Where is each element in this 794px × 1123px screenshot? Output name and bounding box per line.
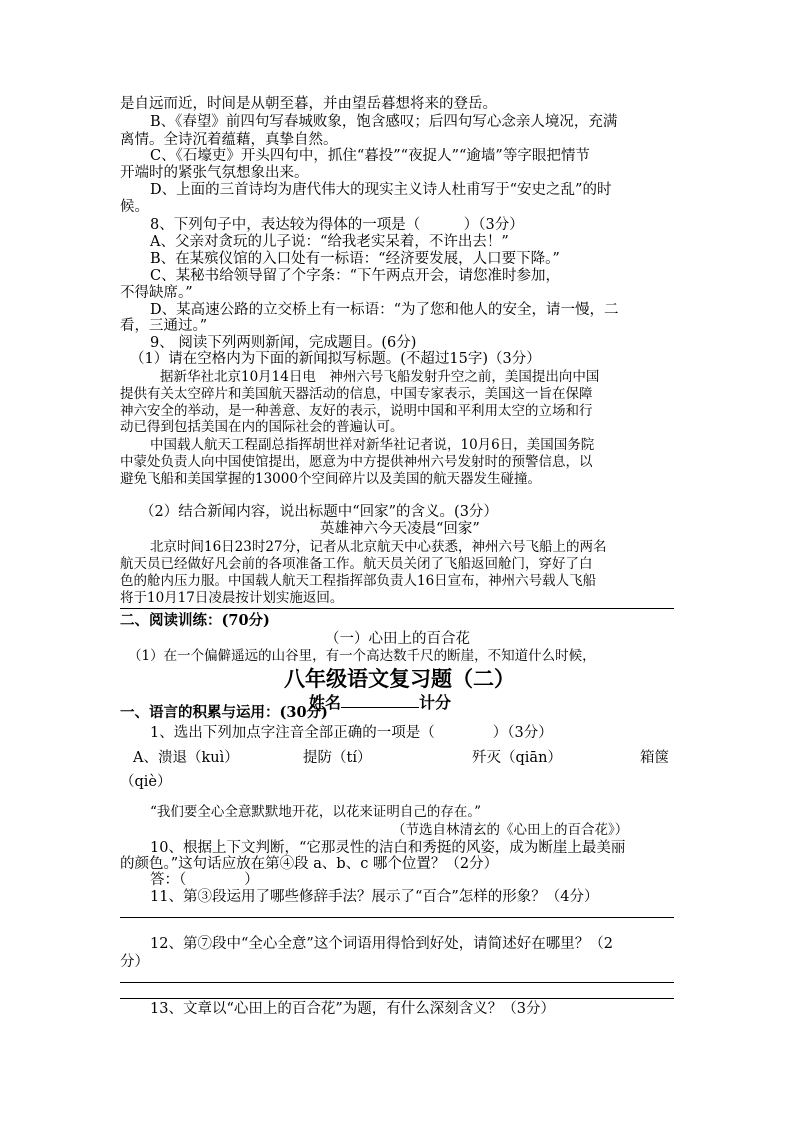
news-line: 提供有关太空碎片和美国航天器活动的信息，中国专家表示，美国这一旨在保障 [120, 386, 593, 402]
news-line: 中蒙处负责人向中国使馆提出，愿意为中方提供神州六号发射时的预警信息，以 [120, 454, 593, 470]
answer-line: 答：（ ） [150, 872, 259, 888]
question-9-2: （2）结合新闻内容，说出标题中“回家”的含义。(3分） [140, 504, 498, 520]
option-d: 箱箧 [640, 750, 669, 766]
news-line: 北京时间16日23时27分，记者从北京航天中心获悉，神州六号飞船上的两名 [150, 539, 607, 555]
text-line: 离情。全诗沉着蕴藉，真挚自然。 [120, 132, 338, 148]
news-line: 中国载人航天工程副总指挥胡世祥对新华社记者说，10月6日，美国国务院 [150, 437, 595, 453]
option-d-cont: （qiè） [120, 774, 172, 790]
question-13: 13、文章以“心田上的百合花”为题，有什么深刻含义？（3分） [150, 1001, 555, 1017]
answer-rule[interactable] [120, 917, 674, 918]
question-9-1: （1）请在空格内为下面的新闻拟写标题。(不超过15字)（3分） [130, 351, 541, 367]
question-8: 8、下列句子中，表达较为得体的一项是（ ）（3分） [150, 217, 524, 233]
option-a: A、溃退（kuì） [133, 750, 239, 766]
name-blank[interactable] [341, 693, 419, 708]
text-line: 开端时的紧张气氛想象出来。 [120, 165, 309, 181]
question-9: 9、 阅读下列两则新闻，完成题目。(6分) [150, 335, 417, 351]
option-a: A、父亲对贪玩的儿子说：“给我老实呆着，不许出去！” [150, 234, 509, 250]
news-line: 将于10月17日凌晨按计划实施返回。 [120, 590, 344, 606]
source-line: （节选自林清玄的《心田上的百合花》） [392, 822, 629, 838]
passage-line: （1）在一个偏僻遥远的山谷里，有一个高达数千尺的断崖，不知道什么时候， [128, 648, 596, 664]
option-c: 歼灭（qiān） [472, 750, 562, 766]
news-line: 航天员已经做好凡会前的各项准备工作。航天员关闭了飞船返回舱门，穿好了白 [120, 556, 593, 572]
question-12: 12、第⑦段中“全心全意”这个词语用得恰到好处，请简述好在哪里？（2 [150, 936, 613, 952]
option-b: 提防（tí） [303, 750, 372, 766]
option-c: C、某秘书给领导留了个字条：“下午两点开会，请您准时参加， [150, 268, 561, 284]
news-line: 据新华社北京10月14日电 神州六号飞船发射升空之前，美国提出向中国 [160, 369, 600, 385]
section-heading: 二、阅读训练：(70分) [120, 612, 270, 629]
section-heading: 一、语言的积累与运用：(30分) [120, 704, 328, 721]
question-11: 11、第③段运用了哪些修辞手法？展示了“百合”怎样的形象？（4分） [150, 889, 599, 905]
option-d: D、某高速公路的立交桥上有一标语：“为了您和他人的安全，请一慢，二 [150, 302, 619, 318]
passage-title: （一）心田上的百合花 [325, 631, 470, 647]
name-label: 姓名 [309, 693, 342, 712]
question-10: 10、根据上下文判断，“它那灵性的洁白和秀挺的风姿，成为断崖上最美丽 [150, 840, 626, 856]
text-line: 是自远而近，时间是从朝至暮，并由望岳暮想将来的登岳。 [120, 96, 497, 112]
question-10-cont: 的颜色。”这句话应放在第④段 a、b、c 哪个位置？（2分） [120, 856, 499, 872]
news-line: 色的舱内压力服。中国载人航天工程指挥部负责人16日宣布，神州六号载人飞船 [120, 573, 597, 589]
text-line: C、《石壕吏》开头四句中，抓住“暮投”“夜捉人”“逾墙”等字眼把情节 [150, 148, 590, 164]
page-title: 八年级语文复习题（二） [284, 667, 515, 691]
news-title: 英雄神六今天凌晨“回家” [320, 521, 480, 537]
quote-line: “我们要全心全意默默地开花，以花来证明自己的存在。” [150, 804, 482, 820]
text-line: B、《春望》前四句写春城败象，饱含感叹；后四句写心念亲人境况，充满 [150, 114, 618, 130]
score-label: 计分 [419, 693, 452, 712]
option-b: B、在某殡仪馆的入口处有一标语：“经济要发展，人口要下降。” [150, 251, 560, 267]
news-line: 动已得到包括美国在内的国际社会的普遍认可。 [120, 419, 404, 435]
answer-rule[interactable] [120, 998, 674, 999]
name-score-line [309, 693, 451, 713]
divider [120, 608, 674, 609]
text-line: D、上面的三首诗均为唐代伟大的现实主义诗人杜甫写于“安史之乱”的时 [150, 182, 612, 198]
question-12-cont: 分） [120, 954, 149, 970]
news-line: 神六安全的举动，是一种善意、友好的表示，说明中国和平利用太空的立场和行 [120, 403, 593, 419]
text-line: 候。 [120, 199, 149, 215]
question-1: 1、选出下列加点字注音全部正确的一项是（ ）（3分） [150, 725, 553, 741]
option-c-cont: 不得缺席。” [120, 285, 193, 301]
answer-rule[interactable] [120, 982, 674, 983]
option-d-cont: 看，三通过。” [120, 318, 208, 334]
news-line: 避免飞船和美国掌握的13000个空间碎片以及美国的航天器发生碰撞。 [120, 471, 541, 487]
